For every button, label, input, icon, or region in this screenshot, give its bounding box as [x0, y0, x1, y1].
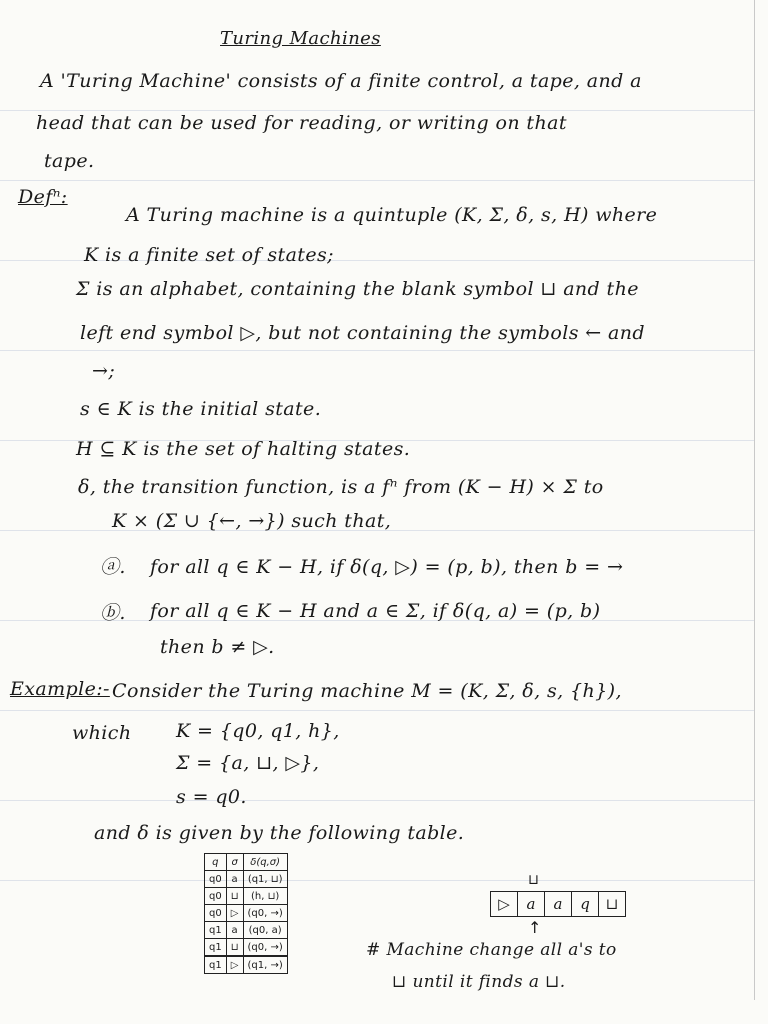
table-row: [205, 888, 288, 905]
example-which: which: [72, 722, 132, 744]
intro-line-2: head that can be used for reading, or writing on that: [36, 112, 567, 134]
definition-line-9: K × (Σ ∪ {←, →}) such that,: [112, 510, 392, 532]
table-row: [205, 905, 288, 922]
note-line-1: # Machine change all a's to: [366, 940, 617, 960]
tape-blank-mark: ⊔: [528, 872, 539, 888]
table-header-row: [205, 854, 288, 871]
table-cell: ▷: [226, 956, 243, 974]
definition-line-1: A Turing machine is a quintuple (K, Σ, δ, s, H) where: [126, 204, 658, 226]
tape-cell: q: [572, 892, 599, 916]
definition-line-5: →;: [92, 360, 116, 382]
definition-label: Defⁿ:: [18, 186, 68, 208]
table-row: [205, 956, 288, 974]
table-cell: a: [226, 922, 243, 939]
table-cell: a: [226, 871, 243, 888]
table-row: [205, 871, 288, 888]
table-row: [205, 939, 288, 957]
table-row: [205, 922, 288, 939]
table-cell: q0: [205, 888, 227, 905]
table-cell: ⊔: [226, 888, 243, 905]
intro-line-3: tape.: [44, 150, 95, 172]
example-states: K = {q0, q1, h},: [176, 720, 340, 742]
table-cell: (h, ⊔): [243, 888, 287, 905]
example-label: Example:-: [10, 678, 110, 700]
example-initial-state: s = q0.: [176, 786, 247, 808]
page-edge: [754, 0, 755, 1000]
table-cell: q1: [205, 956, 227, 974]
head-pointer-icon: ↑: [528, 918, 542, 937]
condition-b-marker: ⓑ.: [100, 602, 126, 624]
example-alphabet: Σ = {a, ⊔, ▷},: [176, 752, 320, 774]
table-cell: q0: [205, 871, 227, 888]
page-title: Turing Machines: [220, 28, 381, 49]
table-cell: ▷: [226, 905, 243, 922]
table-cell: (q1, →): [243, 956, 287, 974]
intro-line-1: A 'Turing Machine' consists of a finite control, a tape, and a: [40, 70, 642, 92]
table-cell: (q1, ⊔): [243, 871, 287, 888]
table-cell: q1: [205, 922, 227, 939]
table-cell: q0: [205, 905, 227, 922]
definition-line-3: Σ is an alphabet, containing the blank symbol ⊔ and the: [76, 278, 639, 300]
transition-table: [204, 853, 288, 974]
example-line-1: Consider the Turing machine M = (K, Σ, δ, s, {h}),: [112, 680, 622, 702]
table-header-cell: δ(q,σ): [243, 854, 287, 871]
table-cell: q1: [205, 939, 227, 957]
condition-a-marker: ⓐ.: [100, 556, 126, 578]
table-cell: (q0, a): [243, 922, 287, 939]
table-header-cell: q: [205, 854, 227, 871]
definition-line-4: left end symbol ▷, but not containing the symbols ← and: [80, 322, 645, 344]
definition-line-8: δ, the transition function, is a fⁿ from (K − H) × Σ to: [78, 476, 604, 498]
table-header-cell: σ: [226, 854, 243, 871]
condition-b-line-2: then b ≠ ▷.: [160, 636, 275, 658]
definition-line-2: K is a finite set of states;: [84, 244, 334, 266]
definition-line-7: H ⊆ K is the set of halting states.: [76, 438, 411, 460]
tape-cell: a: [545, 892, 572, 916]
tape-cell: a: [518, 892, 545, 916]
tape-cell: ▷: [491, 892, 518, 916]
condition-b-line-1: for all q ∈ K − H and a ∈ Σ, if δ(q, a) = (p, b): [150, 600, 601, 622]
table-cell: (q0, →): [243, 939, 287, 957]
condition-a: for all q ∈ K − H, if δ(q, ▷) = (p, b), then b = →: [150, 556, 624, 578]
table-cell: ⊔: [226, 939, 243, 957]
example-table-intro: and δ is given by the following table.: [94, 822, 465, 844]
tape-cell: ⊔: [605, 895, 619, 913]
note-line-2: ⊔ until it finds a ⊔.: [392, 972, 566, 992]
tape-diagram: [490, 891, 626, 917]
definition-line-6: s ∈ K is the initial state.: [80, 398, 322, 420]
table-cell: (q0, →): [243, 905, 287, 922]
